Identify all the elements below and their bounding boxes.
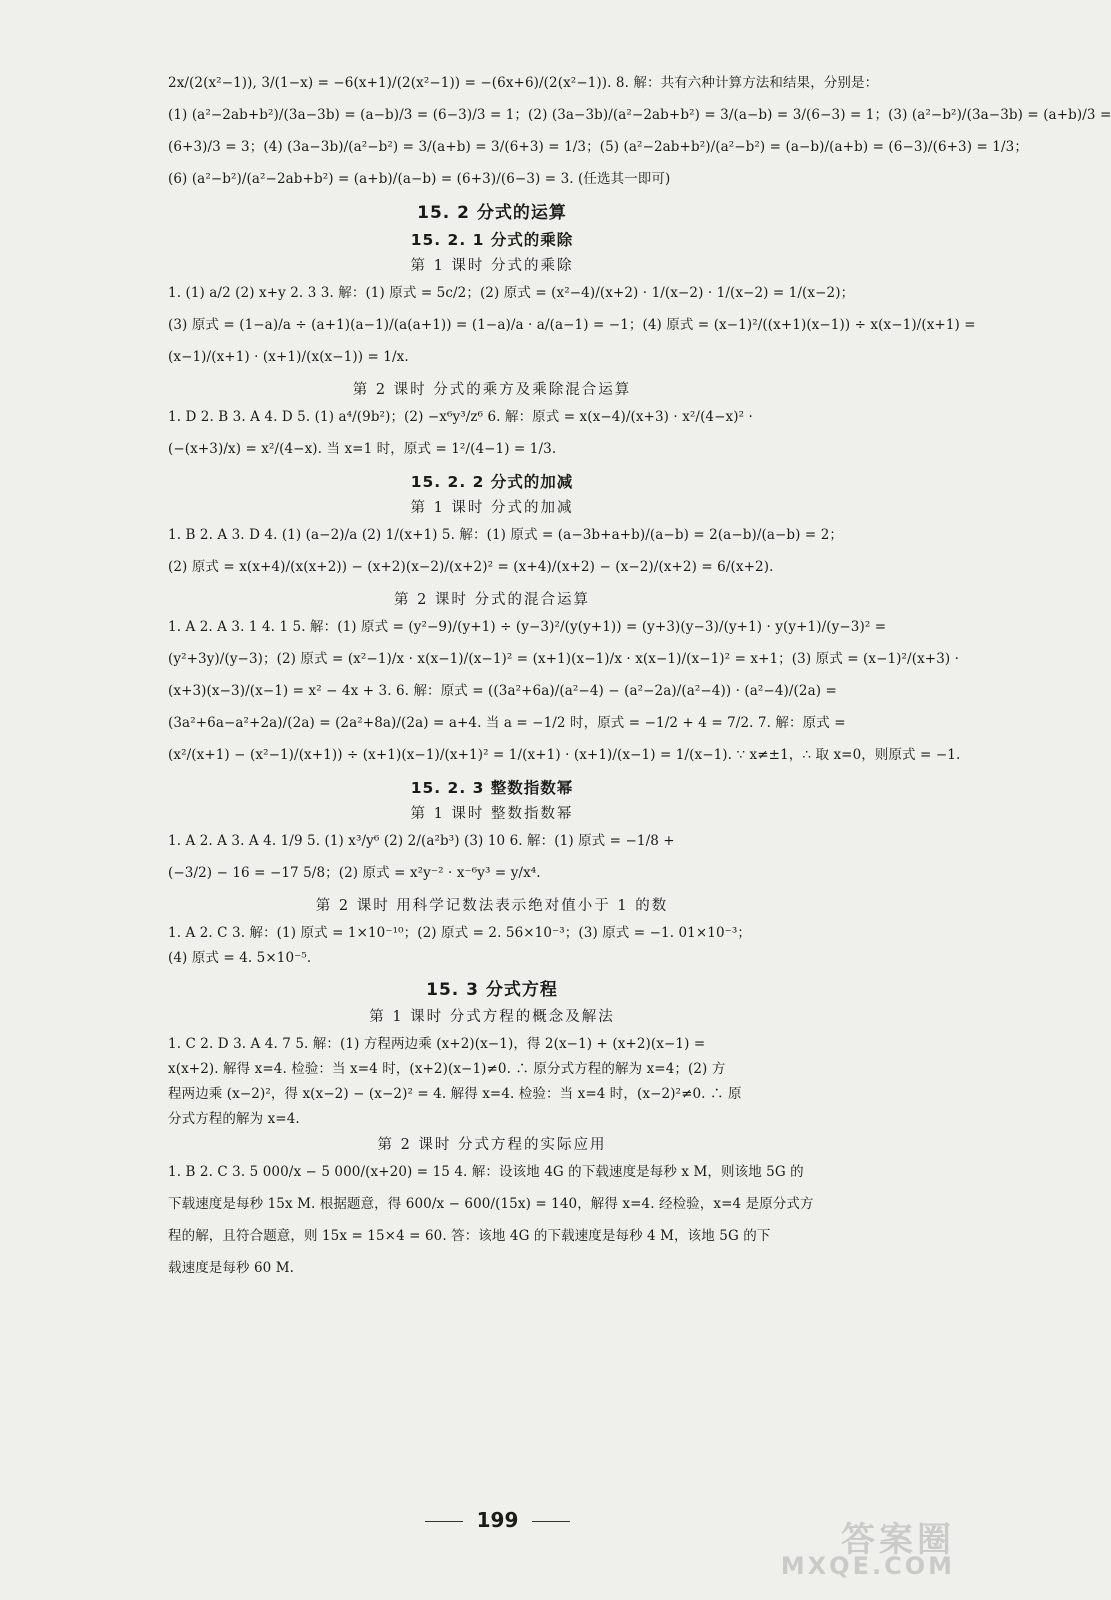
text-line: (y²+3y)/(y−3)；(2) 原式 = (x²−1)/x · x(x−1)/(x−1)² = (x+1)(x−1)/x · x(x−1)/(x−1)² = x+1；(3) 原式 = (x−1)²/(x+3) · [168, 651, 960, 667]
text-line: 1. A 2. C 3. 解：(1) 原式 = 1×10⁻¹⁰；(2) 原式 = 2. 56×10⁻³；(3) 原式 = −1. 01×10⁻³； [168, 925, 751, 941]
text-line: x(x+2). 解得 x=4. 检验：当 x=4 时，(x+2)(x−1)≠0. ∴ 原分式方程的解为 x=4；(2) 方 [168, 1061, 726, 1077]
text-line: 1. D 2. B 3. A 4. D 5. (1) a⁴/(9b²)；(2) −x⁶y³/z⁶ 6. 解：原式 = x(x−4)/(x+3) · x²/(4−x)² · [168, 409, 753, 425]
text-line: 程两边乘 (x−2)²，得 x(x−2) − (x−2)² = 4. 解得 x=4. 检验：当 x=4 时，(x−2)²≠0. ∴ 原 [168, 1086, 742, 1102]
text-line: 程的解，且符合题意，则 15x = 15×4 = 60. 答：该地 4G 的下载速度是每秒 4 M，该地 5G 的下 [168, 1228, 771, 1244]
text-line: 1. B 2. C 3. 5 000/x − 5 000/(x+20) = 15 4. 解：设该地 4G 的下载速度是每秒 x M，则该地 5G 的 [168, 1164, 804, 1180]
text-line: 载速度是每秒 60 M. [168, 1260, 295, 1276]
text-line: (4) 原式 = 4. 5×10⁻⁵. [168, 950, 312, 966]
text-line: (6) (a²−b²)/(a²−2ab+b²) = (a+b)/(a−b) = (6+3)/(6−3) = 3. (任选其一即可) [168, 171, 671, 187]
section-title: 15. 2 分式的运算 [417, 203, 567, 223]
text-line: 下载速度是每秒 15x M. 根据题意，得 600/x − 600/(15x) = 140，解得 x=4. 经检验，x=4 是原分式方 [168, 1196, 814, 1212]
text-line: 分式方程的解为 x=4. [168, 1111, 300, 1127]
section-title: 15. 3 分式方程 [426, 980, 558, 1000]
footer-dash-right [532, 1521, 570, 1522]
watermark-logo: 答案圈 [841, 1520, 955, 1560]
lesson-title: 第 2 课时 分式的乘方及乘除混合运算 [352, 382, 632, 398]
text-column [168, 74, 1111, 1284]
text-line: (3) 原式 = (1−a)/a ÷ (a+1)(a−1)/(a(a+1)) = (1−a)/a · a/(a−1) = −1；(4) 原式 = (x−1)²/((x+1)(x−1)) ÷ x(x−1)/(x+1) = [168, 317, 976, 333]
text-line: 1. B 2. A 3. D 4. (1) (a−2)/a (2) 1/(x+1) 5. 解：(1) 原式 = (a−3b+a+b)/(a−b) = 2(a−b)/(a−b) = 2； [168, 527, 844, 543]
subsection-title: 15. 2. 1 分式的乘除 [410, 231, 574, 249]
text-line: (3a²+6a−a²+2a)/(2a) = (2a²+8a)/(2a) = a+4. 当 a = −1/2 时，原式 = −1/2 + 4 = 7/2. 7. 解：原式 = [168, 715, 846, 731]
lesson-title: 第 2 课时 分式方程的实际应用 [377, 1137, 607, 1153]
text-line: 1. A 2. A 3. 1 4. 1 5. 解：(1) 原式 = (y²−9)/(y+1) ÷ (y−3)²/(y(y+1)) = (y+3)(y−3)/(y+1) · y(y+1)/(y−3)² = [168, 619, 887, 635]
text-line: 2x/(2(x²−1)), 3/(1−x) = −6(x+1)/(2(x²−1)) = −(6x+6)/(2(x²−1)). 8. 解：共有六种计算方法和结果，分别是： [168, 75, 879, 91]
lesson-title: 第 1 课时 分式方程的概念及解法 [369, 1009, 615, 1025]
text-line: (x+3)(x−3)/(x−1) = x² − 4x + 3. 6. 解：原式 = ((3a²+6a)/(a²−4) − (a²−2a)/(a²−4)) · (a²−4)/(2a) = [168, 683, 837, 699]
page-number: 199 [476, 1508, 519, 1532]
text-line: (−(x+3)/x) = x²/(4−x). 当 x=1 时，原式 = 1²/(4−1) = 1/3. [168, 441, 557, 457]
subsection-title: 15. 2. 2 分式的加减 [410, 473, 574, 491]
text-line: (x²/(x+1) − (x²−1)/(x+1)) ÷ (x+1)(x−1)/(x+1)² = 1/(x+1) · (x+1)/(x−1) = 1/(x−1). ∵ x≠±1，∴ 取 x=0，则原式 = −1. [168, 747, 961, 763]
subsection-title: 15. 2. 3 整数指数幂 [410, 779, 574, 797]
lesson-title: 第 2 课时 分式的混合运算 [393, 592, 591, 608]
text-line: 1. C 2. D 3. A 4. 7 5. 解：(1) 方程两边乘 (x+2)(x−1)，得 2(x−1) + (x+2)(x−1) = [168, 1036, 706, 1052]
footer-dash-left [425, 1521, 463, 1522]
text-line: 1. (1) a/2 (2) x+y 2. 3 3. 解：(1) 原式 = 5c/2；(2) 原式 = (x²−4)/(x+2) · 1/(x−2) · 1/(x−2) = 1/(x−2)； [168, 285, 855, 301]
text-line: (6+3)/3 = 3；(4) (3a−3b)/(a²−b²) = 3/(a+b) = 3/(6+3) = 1/3；(5) (a²−2ab+b²)/(a²−b²) = (a−b)/(a+b) = (6−3)/(6+3) = 1/3； [168, 139, 1028, 155]
watermark [725, 1512, 965, 1582]
watermark-url: MXQE.COM [780, 1552, 955, 1580]
lesson-title: 第 1 课时 分式的乘除 [410, 258, 574, 274]
lesson-title: 第 2 课时 用科学记数法表示绝对值小于 1 的数 [315, 898, 669, 914]
text-line: (1) (a²−2ab+b²)/(3a−3b) = (a−b)/3 = (6−3)/3 = 1；(2) (3a−3b)/(a²−2ab+b²) = 3/(a−b) = 3/(6−3) = 1；(3) (a²−b²)/(3a−3b) = (a+b)/3 = [168, 107, 1111, 123]
text-line: (−3/2) − 16 = −17 5/8；(2) 原式 = x²y⁻² · x⁻⁶y³ = y/x⁴. [168, 865, 541, 881]
lesson-title: 第 1 课时 分式的加减 [410, 500, 574, 516]
lesson-title: 第 1 课时 整数指数幂 [410, 806, 574, 822]
text-line: (2) 原式 = x(x+4)/(x(x+2)) − (x+2)(x−2)/(x+2)² = (x+4)/(x+2) − (x−2)/(x+2) = 6/(x+2). [168, 559, 774, 575]
text-line: 1. A 2. A 3. A 4. 1/9 5. (1) x³/y⁶ (2) 2/(a²b³) (3) 10 6. 解：(1) 原式 = −1/8 + [168, 833, 675, 849]
text-line: (x−1)/(x+1) · (x+1)/(x(x−1)) = 1/x. [168, 349, 409, 365]
